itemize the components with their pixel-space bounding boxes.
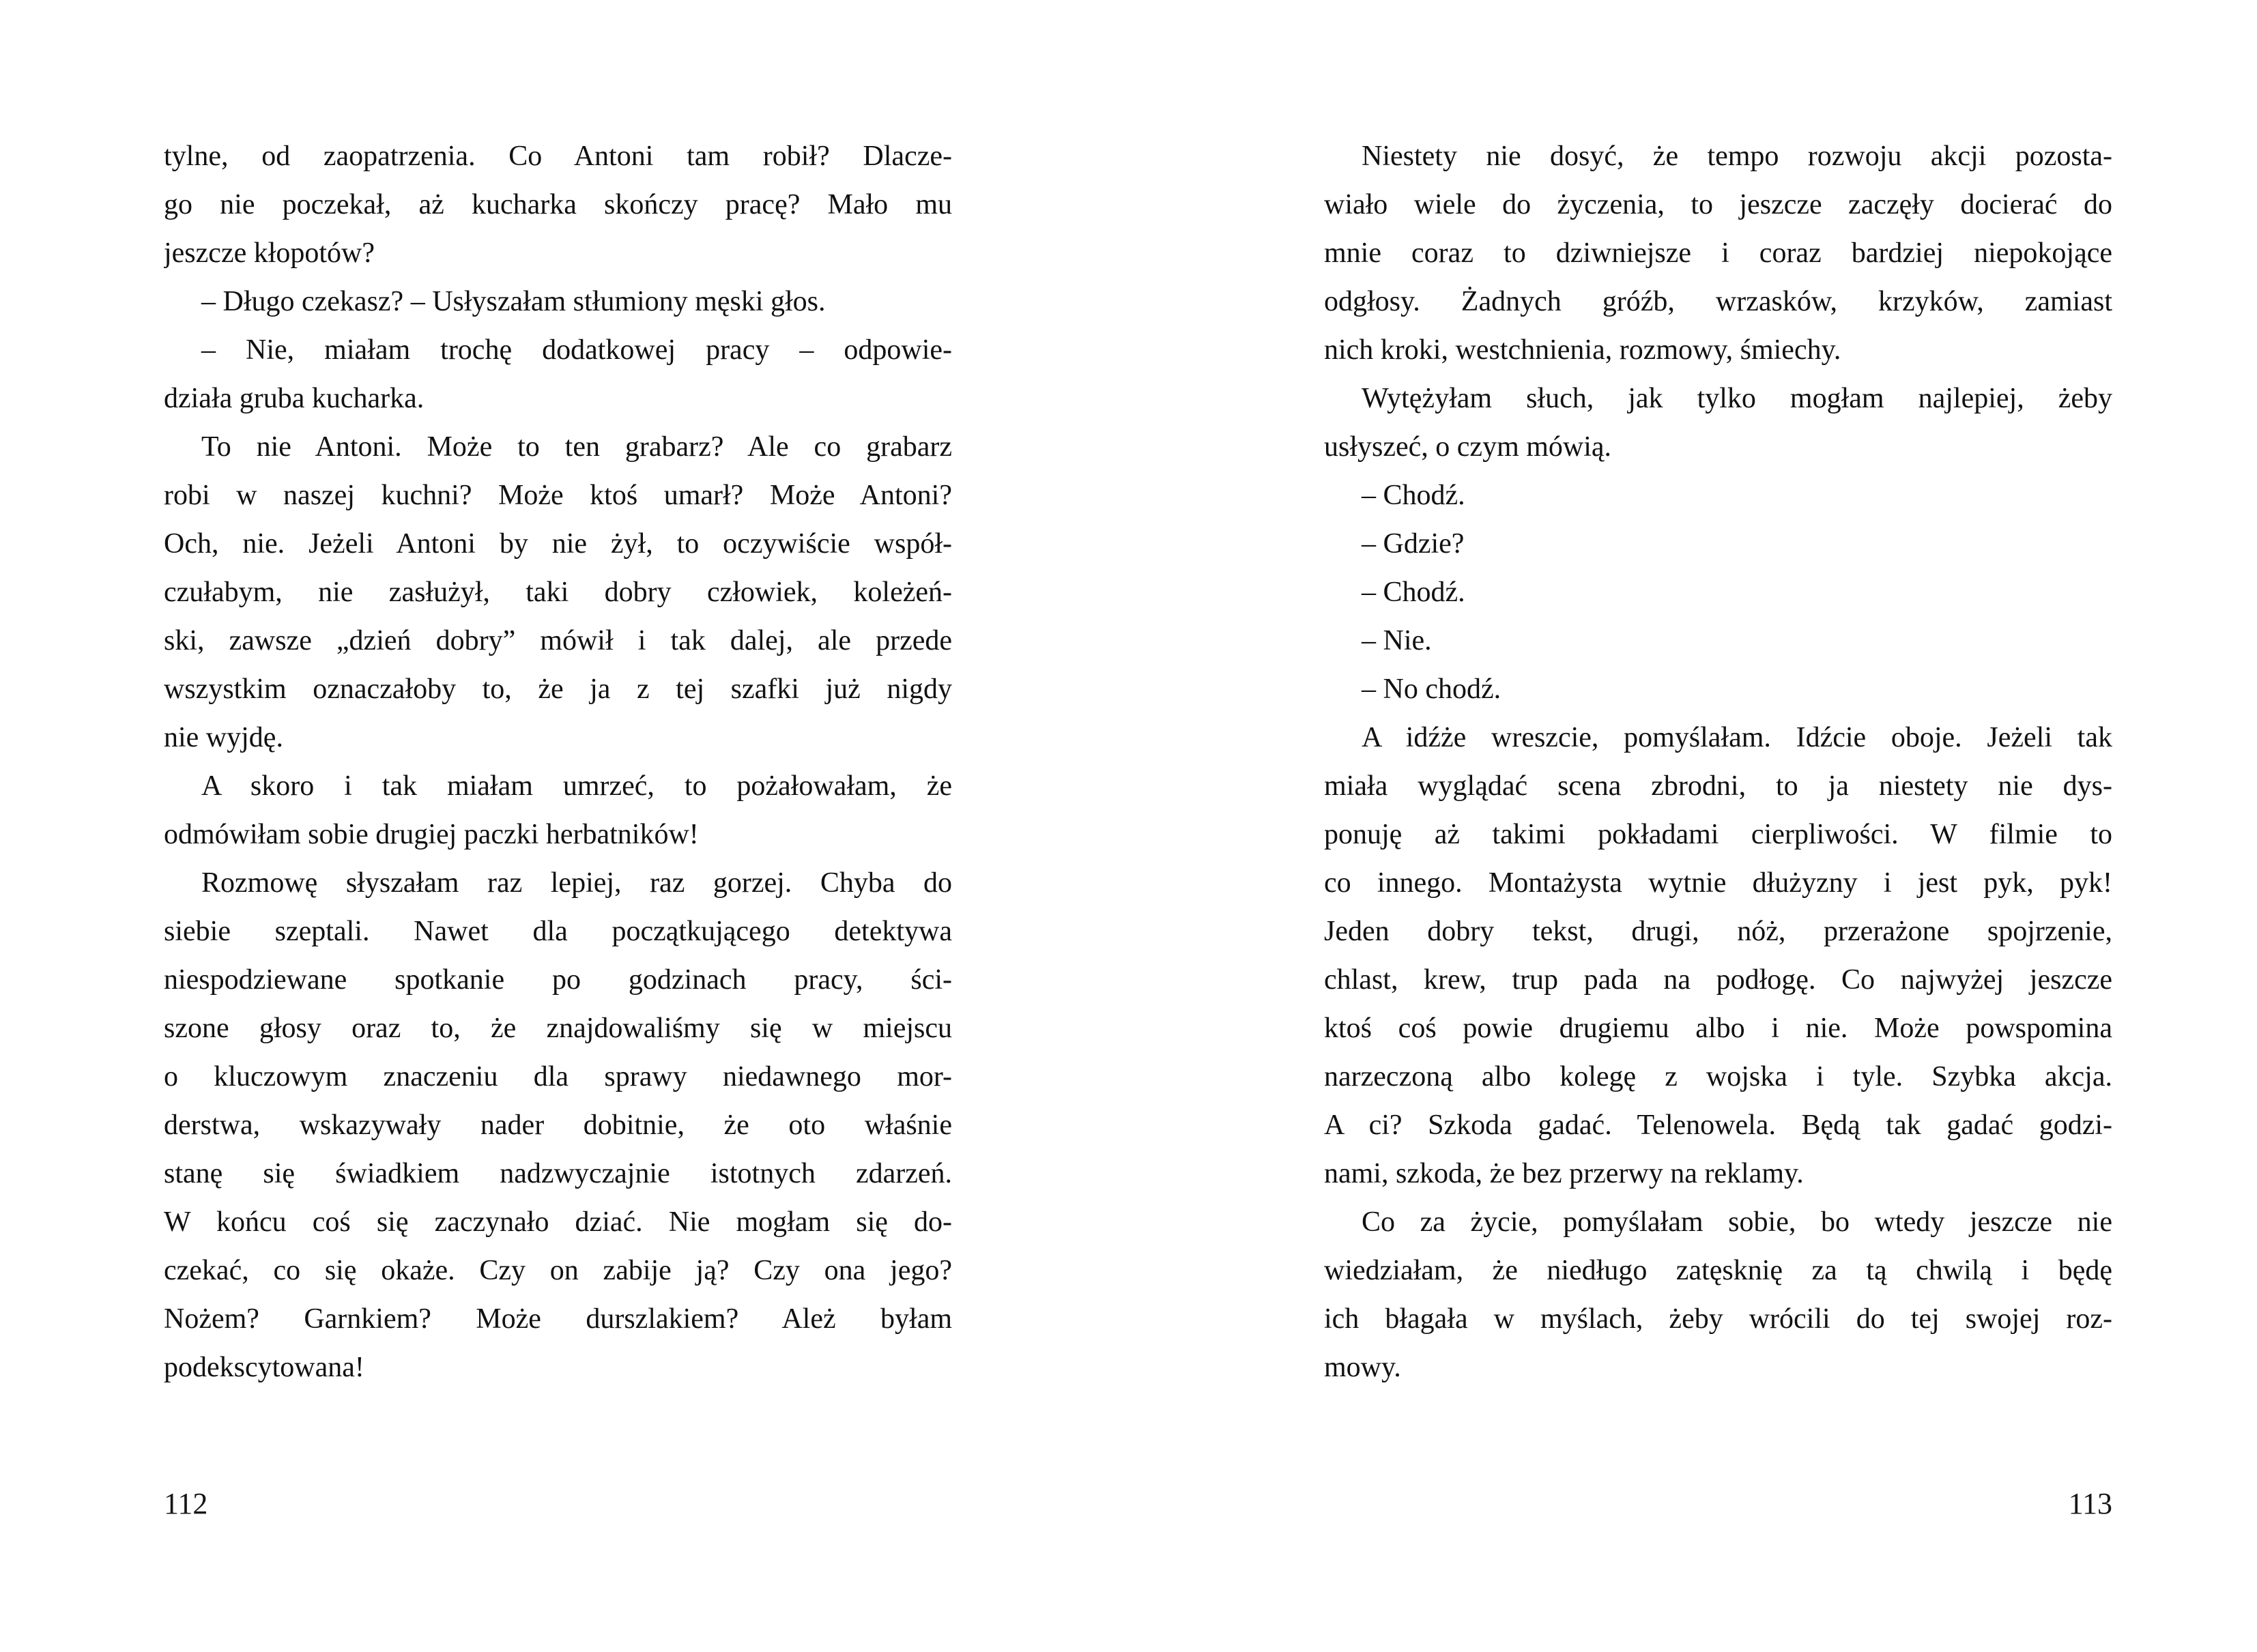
text-line: – Chodź. [1362, 480, 1465, 511]
text-line: odgłosy. Żadnych gróźb, wrzasków, krzyków, zamiast [1324, 286, 2112, 317]
text-line: mowy. [1324, 1352, 1401, 1383]
text-line: nie wyjdę. [164, 722, 283, 753]
text-line: ski, zawsze „dzień dobry” mówił i tak dalej, ale przede [164, 625, 952, 656]
text-line: Jeden dobry tekst, drugi, nóż, przerażone spojrzenie, [1324, 916, 2112, 947]
text-line: A idźże wreszcie, pomyślałam. Idźcie oboje. Jeżeli tak [1362, 722, 2112, 753]
text-line: – Długo czekasz? – Usłyszałam stłumiony męski głos. [201, 286, 826, 317]
text-line: narzeczoną albo kolegę z wojska i tyle. Szybka akcja. [1324, 1061, 2112, 1092]
text-line: Niestety nie dosyć, że tempo rozwoju akcji pozosta- [1362, 141, 2112, 172]
text-line: wiedziałam, że niedługo zatęsknię za tą chwilą i będę [1324, 1255, 2112, 1286]
text-line: co innego. Montażysta wytnie dłużyzny i jest pyk, pyk! [1324, 867, 2112, 899]
text-line: ponuję aż takimi pokładami cierpliwości. W filmie to [1324, 819, 2112, 850]
text-line: jeszcze kłopotów? [164, 237, 375, 269]
text-line: Co za życie, pomyślałam sobie, bo wtedy jeszcze nie [1362, 1206, 2112, 1238]
text-line: Wytężyłam słuch, jak tylko mogłam najlepiej, żeby [1362, 383, 2112, 414]
right-page-text-block [1324, 132, 2112, 1392]
page-number-left: 112 [164, 1487, 208, 1520]
text-line: nich kroki, westchnienia, rozmowy, śmiechy. [1324, 334, 1841, 366]
text-line: To nie Antoni. Może to ten grabarz? Ale co grabarz [201, 431, 952, 463]
left-page-text-block [164, 132, 952, 1392]
text-line: Nożem? Garnkiem? Może durszlakiem? Ależ byłam [164, 1303, 952, 1335]
text-line: wiało wiele do życzenia, to jeszcze zaczęły docierać do [1324, 189, 2112, 220]
text-line: usłyszeć, o czym mówią. [1324, 431, 1612, 463]
text-line: niespodziewane spotkanie po godzinach pracy, ści- [164, 964, 952, 996]
text-line: miała wyglądać scena zbrodni, to ja niestety nie dys- [1324, 770, 2112, 802]
text-line: Och, nie. Jeżeli Antoni by nie żył, to oczywiście współ- [164, 528, 952, 560]
text-line: go nie poczekał, aż kucharka skończy pracę? Mało mu [164, 189, 952, 220]
text-line: działa gruba kucharka. [164, 383, 425, 414]
text-line: nami, szkoda, że bez przerwy na reklamy. [1324, 1158, 1804, 1189]
text-line: – No chodź. [1362, 673, 1501, 705]
text-line: ich błagała w myślach, żeby wrócili do tej swojej roz- [1324, 1303, 2112, 1335]
text-line: podekscytowana! [164, 1352, 364, 1383]
text-line: A ci? Szkoda gadać. Telenowela. Będą tak gadać godzi- [1324, 1110, 2112, 1141]
text-line: robi w naszej kuchni? Może ktoś umarł? Może Antoni? [164, 480, 952, 511]
text-line: W końcu coś się zaczynało dziać. Nie mogłam się do- [164, 1206, 952, 1238]
text-line: chlast, krew, trup pada na podłogę. Co najwyżej jeszcze [1324, 964, 2112, 996]
text-line: – Nie, miałam trochę dodatkowej pracy – odpowie- [201, 334, 952, 366]
text-line: szone głosy oraz to, że znajdowaliśmy się w miejscu [164, 1013, 952, 1044]
text-line: – Chodź. [1362, 577, 1465, 608]
text-line: stanę się świadkiem nadzwyczajnie istotnych zdarzeń. [164, 1158, 952, 1189]
text-line: mnie coraz to dziwniejsze i coraz bardziej niepokojące [1324, 237, 2112, 269]
text-line: czekać, co się okaże. Czy on zabije ją? Czy ona jego? [164, 1255, 952, 1286]
text-line: o kluczowym znaczeniu dla sprawy niedawnego mor- [164, 1061, 952, 1092]
text-line: tylne, od zaopatrzenia. Co Antoni tam robił? Dlacze- [164, 141, 952, 172]
text-line: A skoro i tak miałam umrzeć, to pożałowałam, że [201, 770, 952, 802]
right-page [1324, 132, 2112, 1392]
text-line: Rozmowę słyszałam raz lepiej, raz gorzej. Chyba do [201, 867, 952, 899]
text-line: siebie szeptali. Nawet dla początkującego detektywa [164, 916, 952, 947]
text-line: odmówiłam sobie drugiej paczki herbatników! [164, 819, 699, 850]
text-line: ktoś coś powie drugiemu albo i nie. Może powspomina [1324, 1013, 2112, 1044]
text-line: – Nie. [1362, 625, 1432, 656]
left-page [164, 132, 952, 1392]
page-number-right: 113 [2068, 1487, 2112, 1520]
text-line: czułabym, nie zasłużył, taki dobry człowiek, koleżeń- [164, 577, 952, 608]
text-line: derstwa, wskazywały nader dobitnie, że oto właśnie [164, 1110, 952, 1141]
text-line: – Gdzie? [1362, 528, 1465, 560]
text-line: wszystkim oznaczałoby to, że ja z tej szafki już nigdy [164, 673, 952, 705]
